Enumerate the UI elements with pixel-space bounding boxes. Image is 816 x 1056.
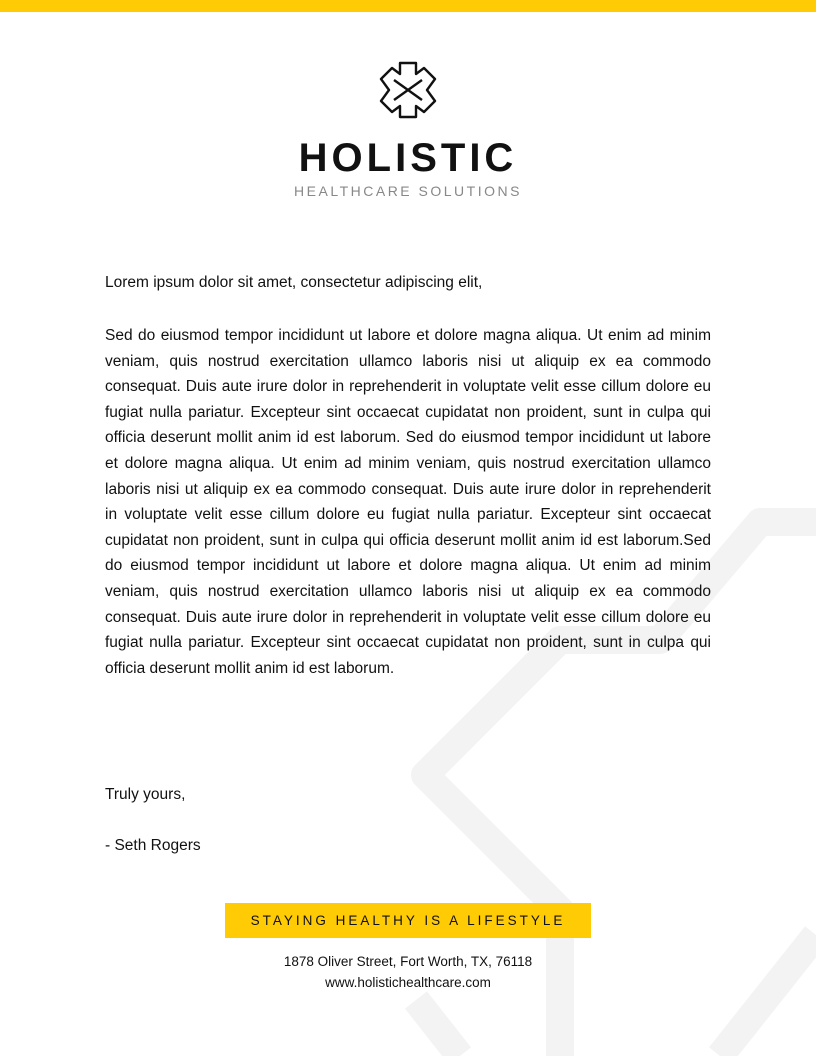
letter-greeting: Lorem ipsum dolor sit amet, consectetur adipiscing elit, [105,274,483,291]
letter-body: Sed do eiusmod tempor incididunt ut labore et dolore magna aliqua. Ut enim ad minim veniam, quis nostrud exercitation ullamco laboris nisi ut aliquip ex ea commodo consequat. Duis aute irure dolor in reprehenderit in voluptate velit esse cillum dolore eu fugiat nulla pariatur. Excepteur sint occaecat cupidatat non proident, sunt in culpa qui officia deserunt mollit anim id est laborum. Sed do eiusmod tempor incididunt ut labore et dolore magna aliqua. Ut enim ad minim veniam, quis nostrud exercitation ullamco laboris nisi ut aliquip ex ea commodo consequat. Duis aute irure dolor in reprehenderit in voluptate velit esse cillum dolore eu fugiat nulla pariatur. Excepteur sint occaecat cupidatat non proident, sunt in culpa qui officia deserunt mollit anim id est laborum.Sed do eiusmod tempor incididunt ut labore et dolore magna aliqua. Ut enim ad minim veniam, quis nostrud exercitation ullamco laboris nisi ut aliquip ex ea commodo consequat. Duis aute irure dolor in reprehenderit in voluptate velit esse cillum dolore eu fugiat nulla pariatur. Excepteur sint occaecat cupidatat non proident, sunt in culpa qui officia deserunt mollit anim id est laborum. [105,327,711,677]
asterisk-cross-icon [378,60,438,120]
letter-closing: Truly yours, [105,786,186,803]
letter-signature: - Seth Rogers [105,837,201,854]
brand-name: HOLISTIC [298,136,518,180]
tagline-banner: STAYING HEALTHY IS A LIFESTYLE [225,903,591,938]
brand-subtitle: HEALTHCARE SOLUTIONS [294,183,522,199]
footer-address: 1878 Oliver Street, Fort Worth, TX, 76118 [283,954,533,969]
footer-website-link[interactable]: www.holistichealthcare.com [325,975,491,990]
